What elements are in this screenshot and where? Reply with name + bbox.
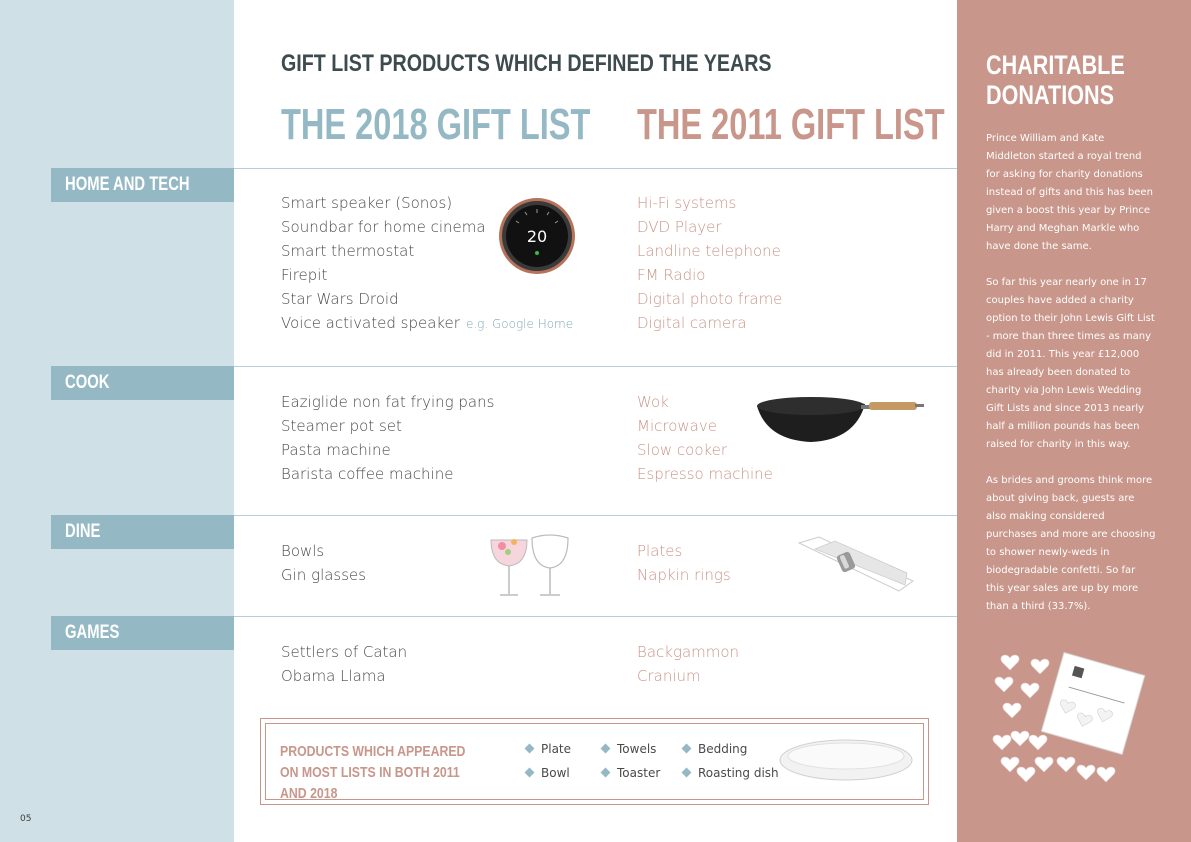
common-item-text: Bowl — [541, 766, 570, 780]
list-item: Eaziglide non fat frying pans — [281, 393, 495, 411]
list-item: FM Radio — [637, 266, 706, 284]
category-label-home-and-tech — [51, 168, 234, 202]
sidebar-paragraph: As brides and grooms think more about giving back, guests are also making considered purchases and more are choosing to shower newly-weds in biodegradable confetti. So far this year sales are up by more than a third (33.7%). — [986, 475, 1156, 612]
list-item: Napkin rings — [637, 566, 731, 584]
left-color-band — [0, 0, 234, 842]
column-title-2011: THE 2011 GIFT LIST — [637, 100, 945, 149]
common-item-text: Roasting dish — [698, 766, 779, 780]
example-hint: e.g. Google Home — [465, 317, 574, 331]
category-label-text: HOME AND TECH — [65, 174, 190, 195]
common-item — [683, 766, 779, 780]
diamond-bullet-icon — [525, 768, 535, 778]
list-item: Slow cooker — [637, 441, 728, 459]
thermostat-image — [497, 196, 577, 276]
common-item-text: Towels — [617, 742, 657, 756]
list-item: Wok — [637, 393, 669, 411]
list-item: Obama Llama — [281, 667, 386, 685]
category-label-text: COOK — [65, 372, 110, 393]
common-item-text: Bedding — [698, 742, 748, 756]
list-2011-dine — [637, 539, 731, 587]
list-item: Soundbar for home cinema — [281, 218, 486, 236]
common-item-text: Plate — [541, 742, 572, 756]
common-item — [602, 742, 656, 756]
list-item: Barista coffee machine — [281, 465, 454, 483]
section-divider — [234, 515, 957, 516]
common-products-heading: PRODUCTS WHICH APPEARED ON MOST LISTS IN BOTH 2011 AND 2018 — [280, 743, 466, 802]
diamond-bullet-icon — [601, 744, 611, 754]
list-item: Digital photo frame — [637, 290, 783, 308]
list-item: Hi-Fi systems — [637, 194, 737, 212]
list-item: Firepit — [281, 266, 328, 284]
list-item: Digital camera — [637, 314, 747, 332]
napkin-ring-image — [795, 533, 915, 595]
list-item: Settlers of Catan — [281, 643, 408, 661]
list-2011-games — [637, 640, 739, 688]
plate-image — [777, 738, 915, 784]
section-divider — [234, 366, 957, 367]
diamond-bullet-icon — [682, 768, 692, 778]
list-item: DVD Player — [637, 218, 722, 236]
diamond-bullet-icon — [682, 744, 692, 754]
category-label-games — [51, 616, 234, 650]
thermostat-reading: 20 — [526, 227, 548, 246]
common-item — [526, 742, 571, 756]
common-item — [683, 742, 747, 756]
sidebar-paragraph: So far this year nearly one in 17 couples have added a charity option to their John Lewis Gift List - more than three times as many did in 2011. This year £12,000 has already been donated to charity via John Lewis Wedding Gift Lists and since 2013 nearly half a million pounds has been raised for charity in this way. — [986, 277, 1155, 450]
list-item: Backgammon — [637, 643, 740, 661]
list-item: Steamer pot set — [281, 417, 402, 435]
diamond-bullet-icon — [525, 744, 535, 754]
list-item-with-hint — [281, 311, 573, 335]
gin-glasses-image — [488, 528, 572, 600]
list-2018-cook — [281, 390, 494, 486]
sidebar-paragraph: Prince William and Kate Middleton started a royal trend for asking for charity donations instead of gifts and this has been given a boost this year by Prince Harry and Meghan Markle who have done the same. — [986, 133, 1153, 252]
list-item: Landline telephone — [637, 242, 781, 260]
category-label-text: DINE — [65, 521, 101, 542]
list-item-text: Voice activated speaker — [281, 314, 460, 332]
common-item — [602, 766, 660, 780]
wok-image — [755, 392, 927, 448]
section-divider — [234, 168, 957, 169]
list-item: Smart speaker (Sonos) — [281, 194, 453, 212]
list-item: Star Wars Droid — [281, 290, 399, 308]
category-label-text: GAMES — [65, 622, 120, 643]
section-divider — [234, 616, 957, 617]
list-item: Gin glasses — [281, 566, 367, 584]
page-title: GIFT LIST PRODUCTS WHICH DEFINED THE YEARS — [281, 50, 772, 77]
category-label-dine — [51, 515, 234, 549]
common-item-text: Toaster — [617, 766, 661, 780]
category-label-cook — [51, 366, 234, 400]
list-item: Smart thermostat — [281, 242, 415, 260]
diamond-bullet-icon — [601, 768, 611, 778]
list-2011-cook — [637, 390, 773, 486]
sidebar-title: CHARITABLE DONATIONS — [986, 50, 1125, 110]
list-item: Espresso machine — [637, 465, 773, 483]
list-2018-dine — [281, 539, 366, 587]
confetti-image — [990, 648, 1150, 798]
page-number: 05 — [20, 814, 32, 824]
list-2011-home-and-tech — [637, 191, 782, 335]
list-2018-games — [281, 640, 407, 688]
list-item: Plates — [637, 542, 683, 560]
list-item: Microwave — [637, 417, 717, 435]
list-item: Pasta machine — [281, 441, 391, 459]
list-item: Bowls — [281, 542, 325, 560]
list-item: Cranium — [637, 667, 701, 685]
common-item — [526, 766, 570, 780]
column-title-2018: THE 2018 GIFT LIST — [281, 100, 591, 149]
